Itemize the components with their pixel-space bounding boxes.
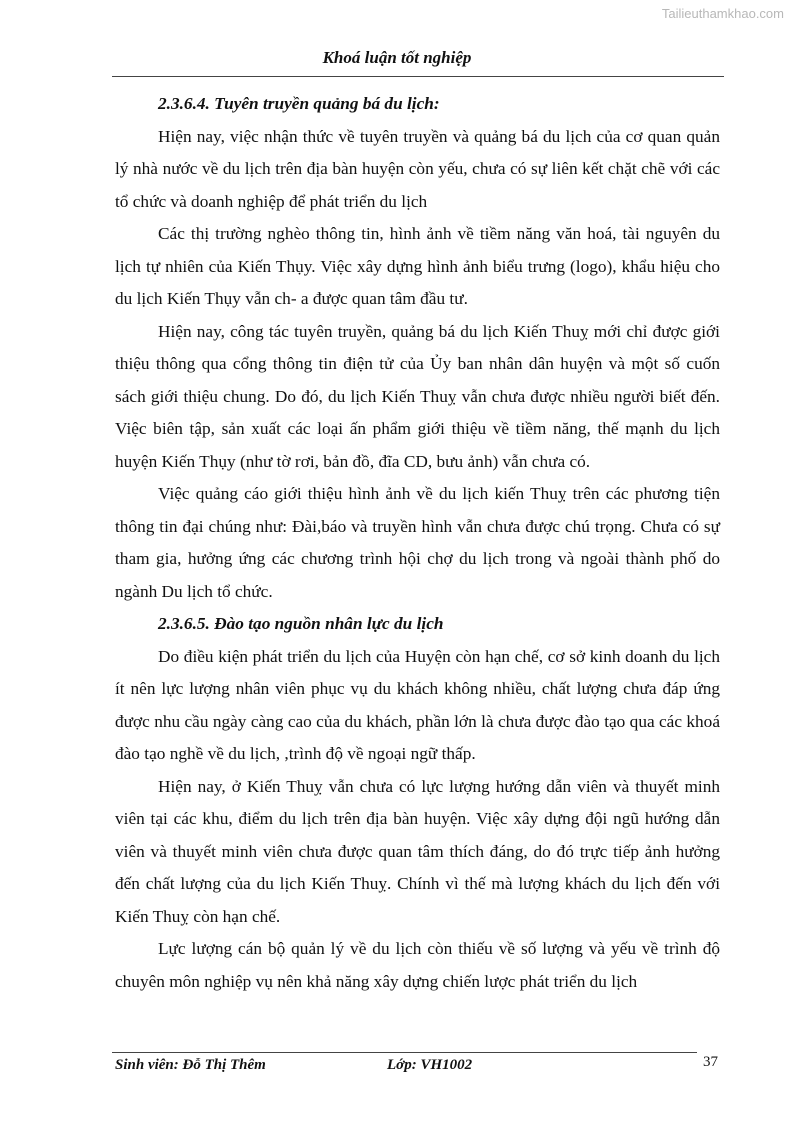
section-heading: 2.3.6.4. Tuyên truyền quảng bá du lịch: bbox=[158, 94, 440, 113]
section-heading: 2.3.6.5. Đào tạo nguồn nhân lực du lịch bbox=[158, 614, 444, 633]
page-number: 37 bbox=[703, 1054, 718, 1070]
footer-divider bbox=[112, 1052, 697, 1053]
document-body bbox=[115, 88, 720, 998]
paragraph: Việc quảng cáo giới thiệu hình ảnh về du lịch kiến Thuỵ trên các phương tiện thông tin đại chúng như: Đài,báo và truyền hình vẫn chưa được chú trọng. Chưa có sự tham gia, hưởng ứng các chương trình hội chợ du lịch trong và ngoài thành phố do ngành Du lịch tổ chức. bbox=[115, 484, 720, 601]
header-divider bbox=[112, 76, 724, 77]
paragraph: Lực lượng cán bộ quản lý về du lịch còn thiếu về số lượng và yếu về trình độ chuyên môn nghiệp vụ nên khả năng xây dựng chiến lược phát triển du lịch bbox=[115, 939, 720, 991]
paragraph: Hiện nay, ở Kiến Thuỵ vẫn chưa có lực lượng hướng dẫn viên và thuyết minh viên tại các khu, điểm du lịch trên địa bàn huyện. Việc xây dựng đội ngũ hướng dẫn viên và thuyết minh viên chưa được quan tâm thích đáng, do đó trực tiếp ảnh hưởng đến chất lượng của du lịch Kiến Thuỵ. Chính vì thế mà lượng khách du lịch đến với Kiến Thuỵ còn hạn chế. bbox=[115, 776, 720, 926]
page-header-title: Khoá luận tốt nghiệp bbox=[322, 48, 472, 67]
footer-class: Lớp: VH1002 bbox=[387, 1057, 473, 1073]
footer-student-name: Sinh viên: Đỗ Thị Thêm bbox=[115, 1057, 266, 1073]
paragraph: Do điều kiện phát triển du lịch của Huyện còn hạn chế, cơ sở kinh doanh du lịch ít nên lực lượng nhân viên phục vụ du khách không nhiều, chất lượng chưa đáp ứng được nhu cầu ngày càng cao của du khách, phần lớn là chưa được đào tạo qua các khoá đào tạo nghề về du lịch, ,trình độ về ngoại ngữ thấp. bbox=[115, 646, 720, 763]
watermark: Tailieuthamkhao.com bbox=[661, 6, 784, 21]
paragraph: Các thị trường nghèo thông tin, hình ảnh về tiềm năng văn hoá, tài nguyên du lịch tự nhiên của Kiến Thụy. Việc xây dựng hình ảnh biểu trưng (logo), khẩu hiệu cho du lịch Kiến Thụy vẫn ch- a được quan tâm đầu tư. bbox=[115, 224, 720, 308]
paragraph: Hiện nay, việc nhận thức về tuyên truyền và quảng bá du lịch của cơ quan quản lý nhà nước về du lịch trên địa bàn huyện còn yếu, chưa có sự liên kết chặt chẽ với các tổ chức và doanh nghiệp để phát triển du lịch bbox=[115, 126, 720, 211]
paragraph: Hiện nay, công tác tuyên truyền, quảng bá du lịch Kiến Thuỵ mới chỉ được giới thiệu thông qua cổng thông tin điện tử của Ủy ban nhân dân huyện và một số cuốn sách giới thiệu chung. Do đó, du lịch Kiến Thuỵ vẫn chưa được nhiều người biết đến. Việc biên tập, sản xuất các loại ấn phẩm giới thiệu về tiềm năng, thế mạnh du lịch huyện Kiến Thụy (như tờ rơi, bản đồ, đĩa CD, bưu ảnh) vẫn chưa có. bbox=[115, 321, 720, 471]
